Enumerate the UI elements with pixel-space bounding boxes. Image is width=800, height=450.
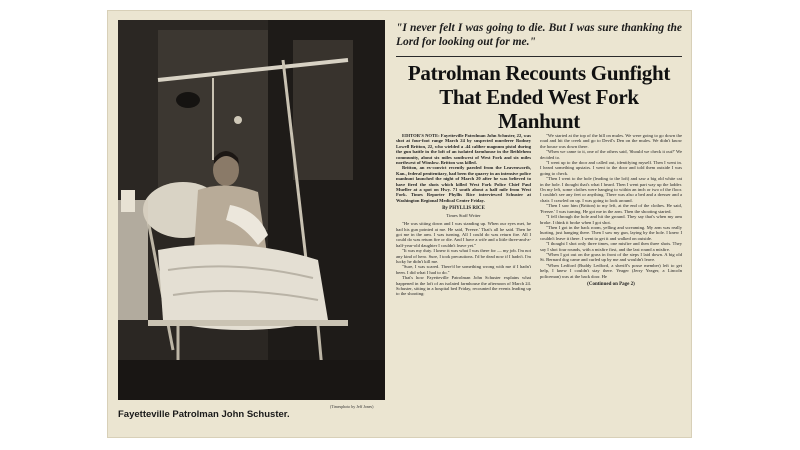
article-column-1	[396, 133, 531, 297]
paragraph: "Then I saw him (Britton) to my left, at the end of the clothes. He said, 'Freeze.' I was turning. He got me in the arm. Then the shooting started.	[540, 203, 682, 214]
paragraph: "Sure, I was scared. There'd be something wrong with me if I hadn't been. I did what I had to do."	[396, 264, 531, 275]
newspaper-clipping	[108, 11, 691, 437]
byline-title: Times Staff Writer	[446, 212, 481, 218]
paragraph: "Then I went to the hole (leading to the loft) and saw a big old white cat in the hole. I thought that's what I heard. Then I went part way up the ladder. On my left, some clothes were hanging to within an inch or two of the floor. I couldn't see any feet or anything. There was also a bed and a dresser and a chair. I crawled on up. I was going to look around.	[540, 176, 682, 203]
photo-caption: Fayetteville Patrolman John Schuster.	[118, 409, 290, 420]
photo-credit: (Timesphoto by Jeff Jones)	[330, 404, 374, 409]
pull-quote: "I never felt I was going to die. But I was sure thanking the Lord for looking out for me."	[396, 22, 682, 48]
paragraph: "I went up to the door and called out, identifying myself. Then I went in. I heard something upstairs. I went to the door and told them outside I was going to check.	[540, 160, 682, 176]
hospital-photo	[118, 20, 385, 400]
paragraph: "I thought I shot only three times, one misfire and then three shots. They say I shot four rounds, with a misfire first, and the last round a misfire.	[540, 241, 682, 252]
paragraph: That's how Fayetteville Patrolman John Schuster explains what happened in the loft of an isolated farmhouse the afternoon of March 24. Schuster, sitting in a hospital bed Friday, recounted the events leading up to the shooting:	[396, 275, 531, 297]
byline: By PHYLLIS RICE	[442, 206, 485, 212]
paragraph: "I fell through the hole and hit the ground. They say that's when my arm broke. I think it broke when I got shot.	[540, 214, 682, 225]
editors-note-2: Britton, an ex-convict recently paroled from the Leavenworth, Kan., federal penitentiary, had been the quarry in an intensive police manhunt launched the night of March 20 after he was believed to have fired the shots which killed West Fork Police Chief Paul Mueller at a spot on Hwy. 71 south about a half mile from West Fork. Times Reporter Phyllis Rice interviewed Schuster at Washington Regional Medical Center Friday.	[396, 165, 531, 203]
paragraph: "Then I got in the back room, yelling and screaming. My arm was really hurting, just hanging there. Then I saw my gun, laying by the hole. I knew I couldn't leave it there. I went to get it and walked on outside.	[540, 224, 682, 241]
article-column-2	[540, 133, 682, 288]
editors-note: EDITOR'S NOTE: Fayetteville Patrolman John Schuster, 22, was shot at four-foot range March 24 by suspected murderer Rodney Lowell Britton, 22, who wielded a .44 caliber magnum pistol during the gun battle in the loft of an isolated farmhouse in the Bethlehem community, about six miles southwest of West Fork and six miles northwest of Winslow. Britton was killed.	[396, 133, 531, 166]
paragraph: "When Ledford (Buddy Ledford, a sheriff's posse member) left to get help, I knew I couldn't stay there. Yeager (Jerry Yeager, a Lincoln policeman) was at the back door. He	[540, 262, 682, 279]
divider	[396, 56, 682, 57]
paragraph: "He was sitting down and I was standing up. When our eyes met, he had his gun pointed at me. He said, 'Freeze.' That's all he said. Then he got me in the arm. I was turning. All I could do was return fire. All I could do was return fire or die. And I have a wife and a little three-and-a-half-year-old daughter I couldn't leave yet."	[396, 221, 531, 248]
paragraph: "When we came to it, one of the others said, 'Should we check it out?' We decided to.	[540, 149, 682, 160]
headline: Patrolman Recounts Gunfight That Ended West Fork Manhunt	[407, 61, 671, 133]
continued-note: (Continued on Page 2)	[587, 281, 635, 287]
paragraph: "It was my duty. I knew it was what I was there for — my job. I'm not any kind of hero. Sure, I took precautions. I'd be dead now if I hadn't. I'm lucky he didn't kill me.	[396, 248, 531, 264]
paragraph: "When I got out on the grass in front of the steps I laid down. A big old St. Bernard dog came and curled up by me and wouldn't leave.	[540, 251, 682, 263]
paragraph: "We started at the top of the hill on mules. We were going to go down the road and hit the creek and go to Devil's Den on the mules. We didn't know the house was down there.	[540, 133, 682, 149]
